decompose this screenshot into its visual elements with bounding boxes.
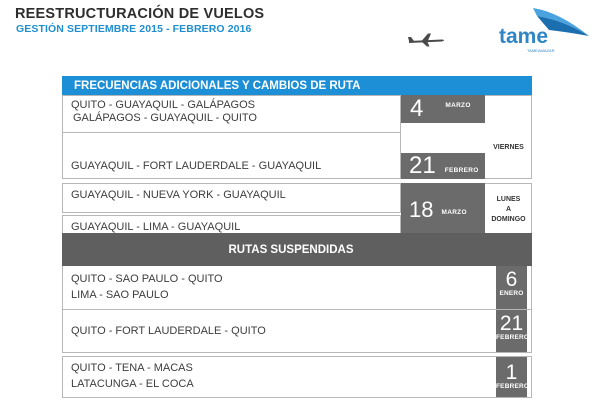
date-day: 1 [505, 361, 518, 384]
section-heading: FRECUENCIAS ADICIONALES Y CAMBIOS DE RUTA [62, 76, 532, 95]
date-day: 4 [410, 95, 424, 122]
date-month: FEBRERO [444, 166, 479, 174]
route-row [62, 266, 532, 310]
date-day: 21 [409, 152, 436, 179]
date-box [496, 266, 527, 309]
date-box [401, 95, 485, 123]
weekday-label: DOMINGO [491, 216, 526, 223]
route-row [62, 183, 401, 213]
route-line: QUITO - FORT LAUDERDALE - QUITO [71, 325, 266, 337]
date-month: MARZO [445, 101, 471, 109]
weekday-label: VIERNES [493, 144, 524, 151]
section-heading: RUTAS SUSPENDIDAS [62, 233, 532, 266]
date-month: ENERO [499, 290, 524, 297]
route-line: LATACUNGA - EL COCA [71, 378, 194, 390]
date-box [496, 357, 530, 397]
route-row [62, 356, 532, 398]
date-month: FEBRERO [496, 383, 530, 390]
date-box [496, 310, 530, 352]
date-month: MARZO [441, 208, 467, 216]
route-row [62, 310, 532, 353]
weekday-label: LUNES [496, 196, 521, 203]
route-line: GUAYAQUIL - NUEVA YORK - GUAYAQUIL [71, 189, 286, 201]
logo-tagline: TAMEAMAZAR [527, 48, 555, 53]
route-line: QUITO - TENA - MACAS [71, 362, 193, 374]
date-day: 6 [505, 268, 518, 291]
route-line: LIMA - SAO PAULO [71, 289, 169, 301]
document-title: REESTRUCTURACIÓN DE VUELOS [15, 6, 265, 22]
weekday-label: A [505, 206, 512, 213]
additional-frequencies-section [62, 76, 532, 237]
date-month: FEBRERO [496, 334, 530, 341]
route-line: QUITO - SAO PAULO - QUITO [71, 273, 223, 285]
date-day: 18 [409, 197, 434, 222]
weekday-range [485, 195, 532, 225]
date-box [401, 183, 485, 237]
route-line: GUAYAQUIL - FORT LAUDERDALE - GUAYAQUIL [71, 160, 322, 172]
date-box [401, 153, 485, 179]
tame-logo [497, 6, 592, 60]
logo-wordmark: tame [499, 25, 549, 48]
airplane-icon [408, 33, 446, 47]
route-row [62, 95, 401, 133]
route-line: QUITO - GUAYAQUIL - GALÁPAGOS [71, 99, 255, 111]
route-line: GALÁPAGOS - GUAYAQUIL - QUITO [73, 112, 257, 124]
route-row [62, 155, 401, 179]
suspended-routes-section [62, 233, 532, 398]
document-subtitle: GESTIÓN SEPTIEMBRE 2015 - FEBRERO 2016 [16, 23, 252, 35]
date-day: 21 [499, 312, 524, 335]
route-line: GUAYAQUIL - LIMA - GUAYAQUIL [71, 221, 241, 233]
